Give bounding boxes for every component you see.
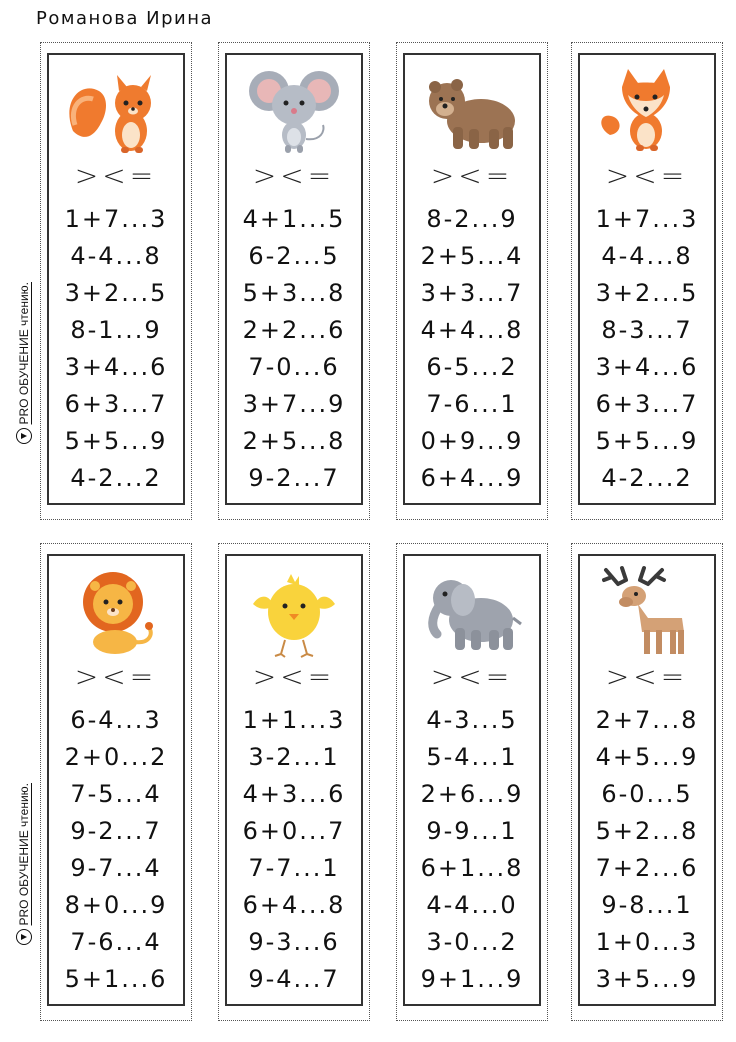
comparison-symbols: ><=	[605, 159, 689, 192]
comparison-symbols: ><=	[430, 159, 514, 192]
moose-icon	[580, 560, 714, 660]
expression: 4+4...8	[420, 316, 524, 344]
expression: 9-2...7	[70, 817, 162, 845]
expression: 1+1...3	[242, 706, 346, 734]
expression-list	[580, 702, 714, 998]
expression: 7-7...1	[248, 854, 340, 882]
expression: 3+3...7	[420, 279, 524, 307]
expression: 9+1...9	[420, 965, 524, 993]
brand-logo-icon	[16, 428, 32, 444]
expression: 4-4...0	[426, 891, 518, 919]
expression: 3+4...6	[64, 353, 168, 381]
expression: 2+2...6	[242, 316, 346, 344]
comparison-symbols: ><=	[74, 159, 158, 192]
expression: 8-3...7	[601, 316, 693, 344]
expression: 6+4...8	[242, 891, 346, 919]
expression: 6+3...7	[64, 390, 168, 418]
expression: 3+2...5	[595, 279, 699, 307]
expression: 5-4...1	[426, 743, 518, 771]
expression: 4+5...9	[595, 743, 699, 771]
mouse-icon	[227, 59, 361, 159]
brand-sidebar-top	[14, 282, 34, 444]
bear-icon	[405, 59, 539, 159]
card-squirrel	[40, 42, 192, 520]
expression: 2+0...2	[64, 743, 168, 771]
expression-list	[405, 201, 539, 497]
squirrel-icon	[49, 59, 183, 159]
expression: 6-4...3	[70, 706, 162, 734]
card-frame	[403, 554, 541, 1006]
expression: 2+5...8	[242, 427, 346, 455]
expression: 6-5...2	[426, 353, 518, 381]
elephant-icon	[405, 560, 539, 660]
card-lion	[40, 543, 192, 1021]
comparison-symbols: ><=	[430, 660, 514, 693]
card-frame	[47, 53, 185, 505]
expression: 6-2...5	[248, 242, 340, 270]
card-frame	[225, 554, 363, 1006]
expression: 3-2...1	[248, 743, 340, 771]
card-fox	[571, 42, 723, 520]
expression-list	[227, 702, 361, 998]
lion-icon	[49, 560, 183, 660]
card-mouse	[218, 42, 370, 520]
card-bear	[396, 42, 548, 520]
expression: 6+1...8	[420, 854, 524, 882]
expression-list	[227, 201, 361, 497]
author-name: Романова Ирина	[36, 8, 214, 29]
brand-text: PRO ОБУЧЕНИЕ чтению.	[17, 282, 31, 425]
expression: 4+1...5	[242, 205, 346, 233]
fox-icon	[580, 59, 714, 159]
expression-list	[405, 702, 539, 998]
card-moose	[571, 543, 723, 1021]
card-frame	[47, 554, 185, 1006]
expression: 1+0...3	[595, 928, 699, 956]
expression: 7-0...6	[248, 353, 340, 381]
expression: 9-4...7	[248, 965, 340, 993]
expression: 1+7...3	[64, 205, 168, 233]
card-chick	[218, 543, 370, 1021]
expression: 8-1...9	[70, 316, 162, 344]
expression: 9-9...1	[426, 817, 518, 845]
expression: 3+2...5	[64, 279, 168, 307]
expression: 4-4...8	[70, 242, 162, 270]
expression: 8-2...9	[426, 205, 518, 233]
brand-logo-icon	[16, 929, 32, 945]
comparison-symbols: ><=	[605, 660, 689, 693]
expression: 6+0...7	[242, 817, 346, 845]
brand-text: PRO ОБУЧЕНИЕ чтению.	[17, 783, 31, 926]
expression: 6+4...9	[420, 464, 524, 492]
expression: 7+2...6	[595, 854, 699, 882]
expression: 3+5...9	[595, 965, 699, 993]
brand-sidebar-bottom	[14, 783, 34, 945]
expression: 0+9...9	[420, 427, 524, 455]
expression: 3-0...2	[426, 928, 518, 956]
expression: 9-3...6	[248, 928, 340, 956]
card-frame	[225, 53, 363, 505]
expression: 5+3...8	[242, 279, 346, 307]
expression-list	[49, 702, 183, 998]
card-frame	[403, 53, 541, 505]
expression-list	[49, 201, 183, 497]
expression: 6+3...7	[595, 390, 699, 418]
expression: 7-6...1	[426, 390, 518, 418]
expression: 2+6...9	[420, 780, 524, 808]
chick-icon	[227, 560, 361, 660]
comparison-symbols: ><=	[252, 159, 336, 192]
expression-list	[580, 201, 714, 497]
expression: 9-7...4	[70, 854, 162, 882]
card-elephant	[396, 543, 548, 1021]
expression: 4+3...6	[242, 780, 346, 808]
expression: 4-3...5	[426, 706, 518, 734]
expression: 8+0...9	[64, 891, 168, 919]
expression: 5+1...6	[64, 965, 168, 993]
expression: 9-8...1	[601, 891, 693, 919]
expression: 7-6...4	[70, 928, 162, 956]
expression: 2+5...4	[420, 242, 524, 270]
expression: 7-5...4	[70, 780, 162, 808]
expression: 5+2...8	[595, 817, 699, 845]
expression: 4-2...2	[70, 464, 162, 492]
expression: 9-2...7	[248, 464, 340, 492]
expression: 5+5...9	[595, 427, 699, 455]
expression: 2+7...8	[595, 706, 699, 734]
expression: 3+7...9	[242, 390, 346, 418]
comparison-symbols: ><=	[252, 660, 336, 693]
comparison-symbols: ><=	[74, 660, 158, 693]
expression: 4-2...2	[601, 464, 693, 492]
expression: 3+4...6	[595, 353, 699, 381]
expression: 5+5...9	[64, 427, 168, 455]
card-frame	[578, 53, 716, 505]
expression: 1+7...3	[595, 205, 699, 233]
expression: 6-0...5	[601, 780, 693, 808]
expression: 4-4...8	[601, 242, 693, 270]
card-frame	[578, 554, 716, 1006]
